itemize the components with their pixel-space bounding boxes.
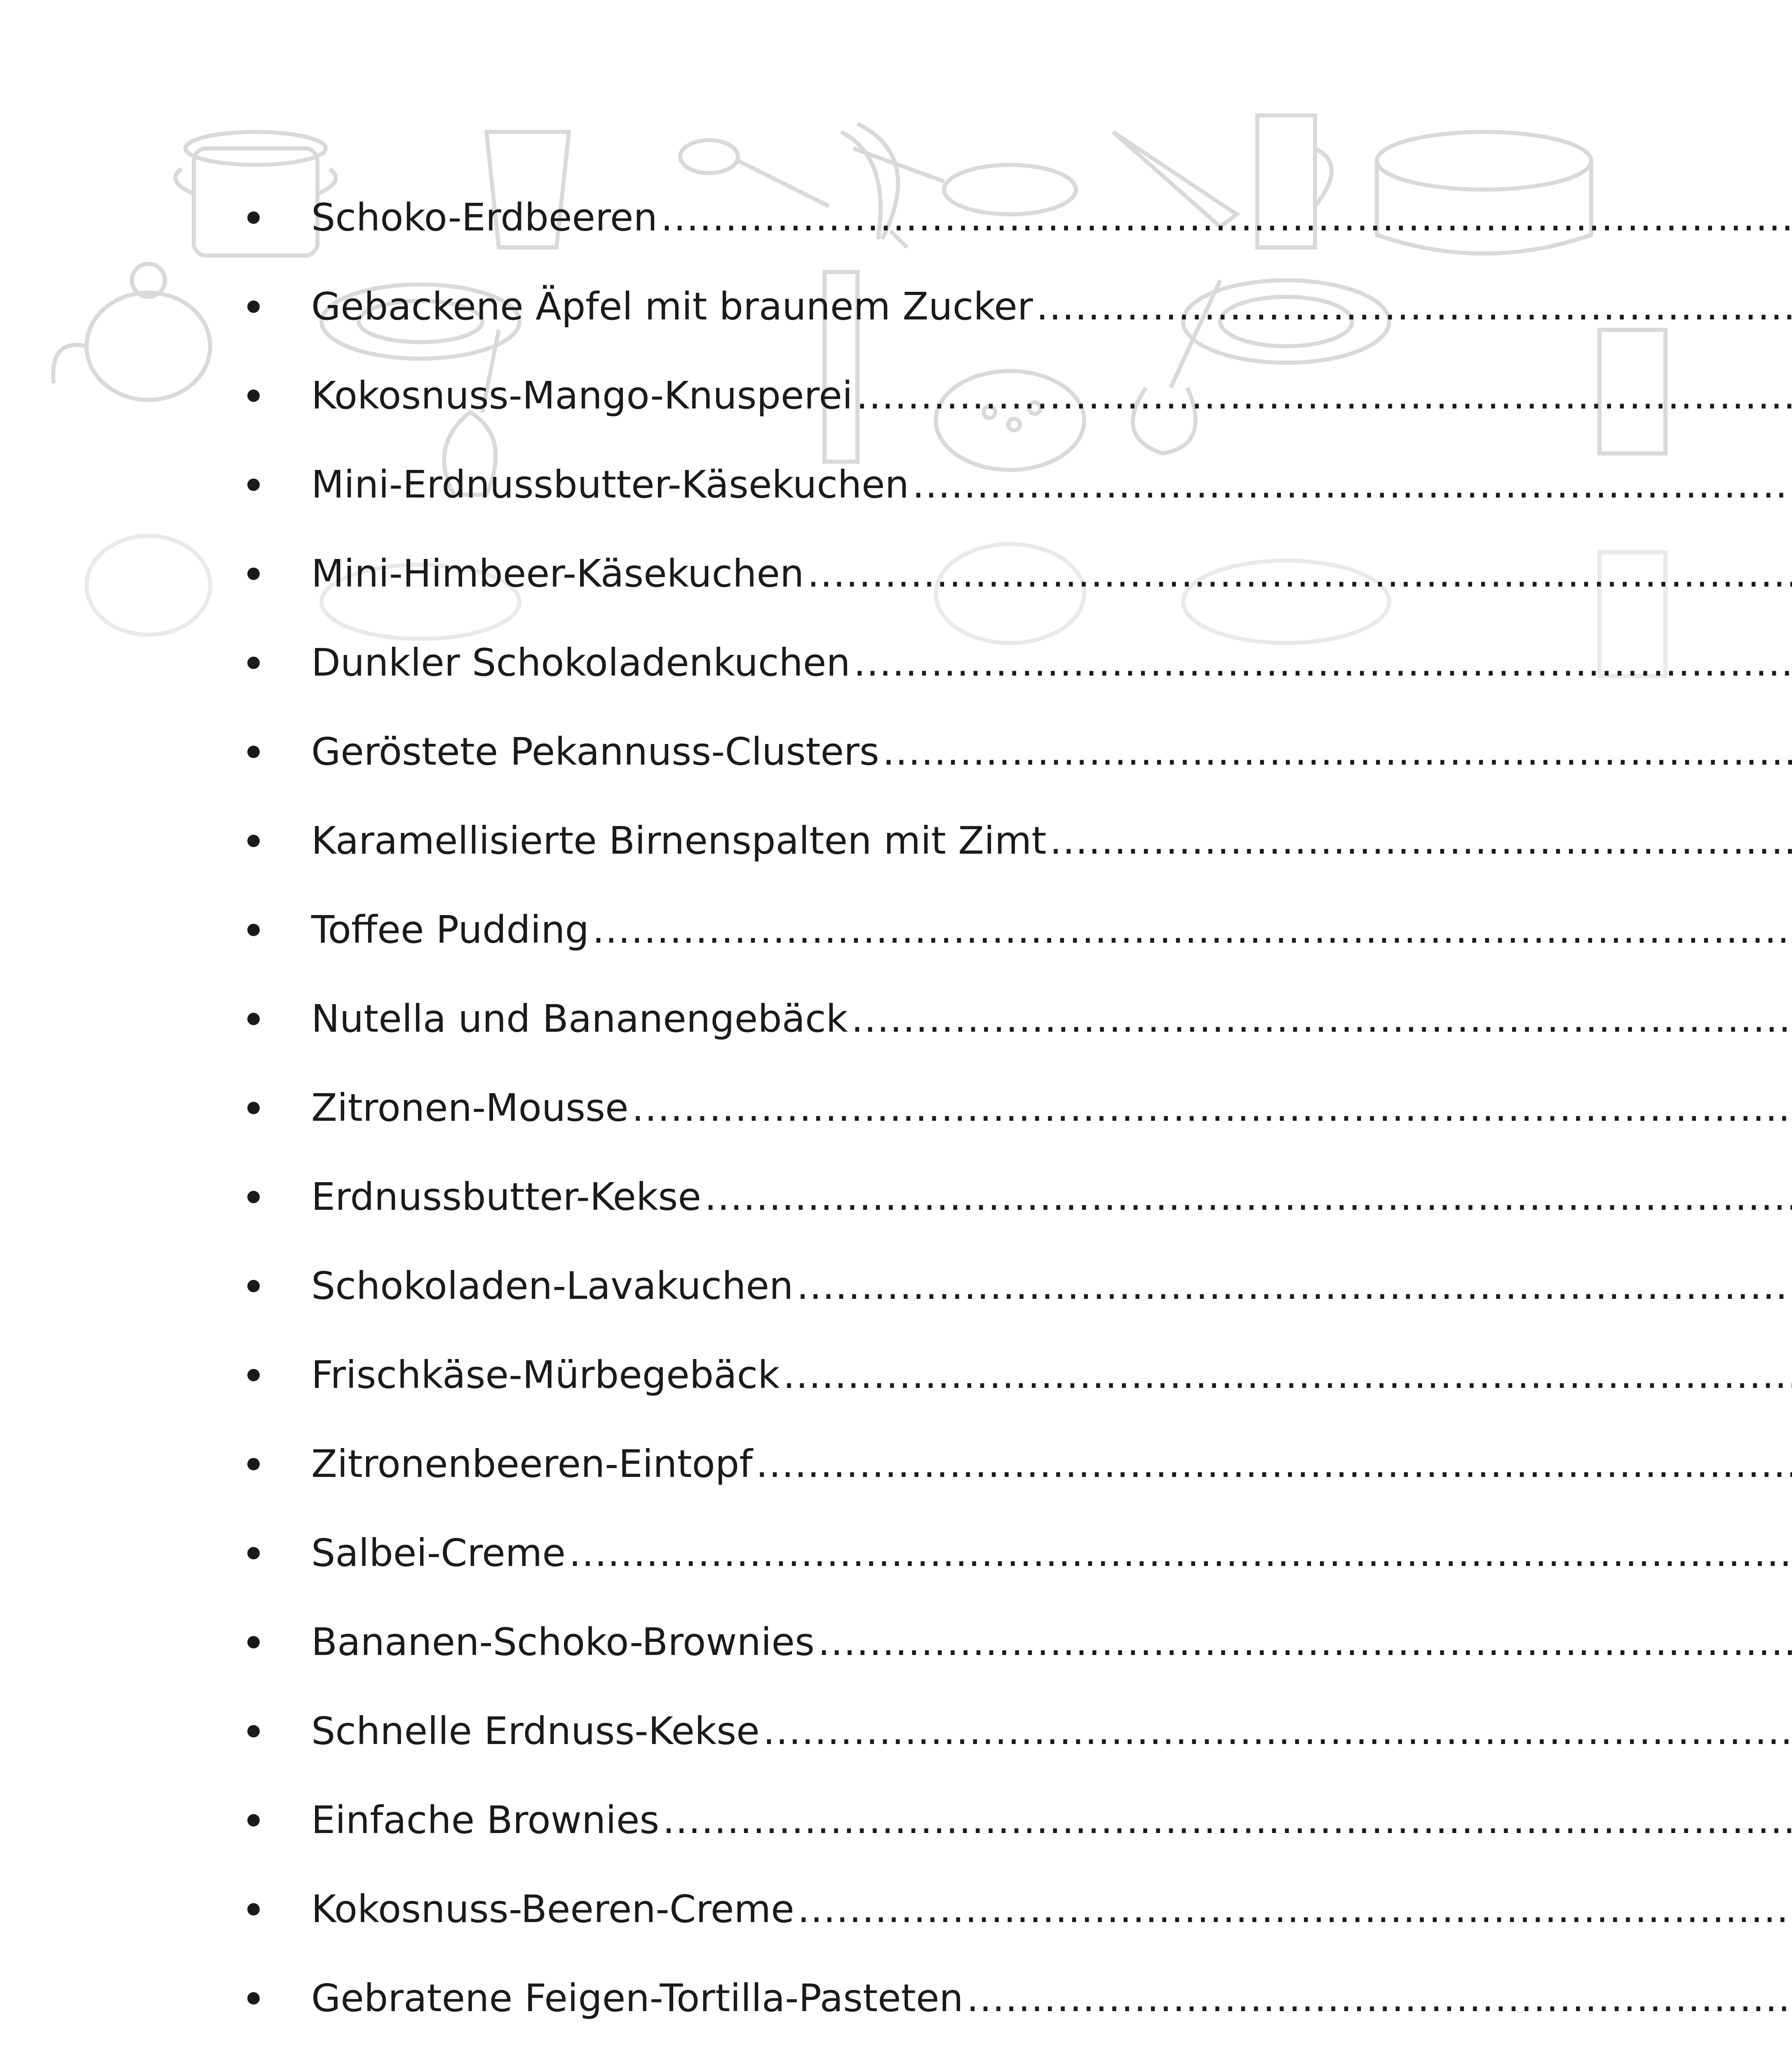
toc-entry-line (311, 462, 1792, 507)
dot-leader (756, 1445, 1792, 1483)
dot-leader (796, 1267, 1792, 1305)
toc-entry[interactable] (231, 974, 1587, 1063)
bullet-icon (247, 479, 260, 491)
toc-entry[interactable] (231, 796, 1587, 885)
toc-entry-title: Schnelle Erdnuss-Kekse (311, 1709, 760, 1753)
toc-entry-line (311, 1976, 1792, 2020)
toc-entry-title: Dunkler Schokoladenkuchen (311, 641, 850, 685)
bullet-icon (247, 211, 260, 224)
toc-entry-line (311, 1531, 1792, 1575)
bullet-icon (247, 1458, 260, 1470)
bullet-icon (247, 746, 260, 758)
toc-entry[interactable] (231, 1420, 1587, 1509)
toc-entry[interactable] (231, 1776, 1587, 1865)
dot-leader (851, 1000, 1792, 1038)
toc-entry[interactable] (231, 1509, 1587, 1598)
toc-entry-title: Salbei-Creme (311, 1531, 566, 1575)
toc-entry-line (311, 195, 1792, 239)
bullet-icon (247, 1013, 260, 1025)
bullet-icon (247, 1992, 260, 2005)
bullet-icon (247, 1547, 260, 1559)
dot-leader (856, 377, 1792, 415)
bullet-icon (247, 1191, 260, 1203)
bullet-icon (247, 390, 260, 402)
toc-entry-line (311, 1887, 1792, 1931)
bullet-icon (247, 1814, 260, 1826)
toc-entry-line (311, 1709, 1792, 1753)
toc-entry-line (311, 1086, 1792, 1130)
bullet-icon (247, 1102, 260, 1114)
dot-leader (798, 1890, 1792, 1928)
toc-entry[interactable] (231, 1687, 1587, 1776)
bullet-icon (247, 924, 260, 936)
toc-entry[interactable] (231, 885, 1587, 974)
toc-entry-title: Toffee Pudding (311, 908, 589, 952)
toc-entry[interactable] (231, 1865, 1587, 1954)
toc-entry[interactable] (231, 1242, 1587, 1331)
toc-entry-line (311, 819, 1792, 863)
toc-entry[interactable] (231, 173, 1587, 262)
toc-entry-line (311, 373, 1792, 418)
dot-leader (569, 1534, 1792, 1572)
toc-entry-line (311, 284, 1792, 329)
bullet-icon (247, 568, 260, 580)
toc-entry-line (311, 1353, 1792, 1397)
toc-entry[interactable] (231, 440, 1587, 529)
bullet-icon (247, 1636, 260, 1648)
bullet-icon (247, 657, 260, 669)
toc-entry-line (311, 1798, 1792, 1842)
dot-leader (632, 1089, 1792, 1127)
toc-entry-title: Gebackene Äpfel mit braunem Zucker (311, 284, 1033, 329)
toc-entry-title: Schoko-Erdbeeren (311, 195, 658, 239)
toc-entry-line (311, 1175, 1792, 1219)
toc-entry-line (311, 997, 1792, 1041)
toc-entry[interactable] (231, 1153, 1587, 1242)
toc-entry-line (311, 1620, 1792, 1664)
toc-entry-title: Einfache Brownies (311, 1798, 660, 1842)
toc-entry-title: Geröstete Pekannuss-Clusters (311, 730, 879, 774)
dot-leader (912, 466, 1792, 504)
bullet-icon (247, 1369, 260, 1381)
table-of-contents (231, 173, 1587, 2061)
dot-leader (661, 199, 1792, 237)
toc-entry[interactable] (231, 1331, 1587, 1420)
toc-entry[interactable] (231, 618, 1587, 707)
toc-entry[interactable] (231, 351, 1587, 440)
toc-entry[interactable] (231, 2043, 1587, 2061)
bullet-icon (247, 300, 260, 313)
toc-entry-title: Bananen-Schoko-Brownies (311, 1620, 815, 1664)
dot-leader (854, 644, 1792, 682)
dot-leader (1050, 822, 1792, 860)
dot-leader (967, 1979, 1792, 2017)
toc-entry-title: Gebratene Feigen-Tortilla-Pasteten (311, 1976, 963, 2020)
dot-leader (783, 1356, 1792, 1394)
toc-entry-title: Erdnussbutter-Kekse (311, 1175, 701, 1219)
toc-entry[interactable] (231, 262, 1587, 351)
dot-leader (1036, 288, 1792, 326)
bullet-icon (247, 1725, 260, 1737)
toc-entry-title: Schokoladen-Lavakuchen (311, 1264, 794, 1308)
dot-leader (662, 1801, 1792, 1839)
toc-entry-title: Frischkäse-Mürbegebäck (311, 1353, 780, 1397)
toc-entry-line (311, 730, 1792, 774)
toc-entry-title: Mini-Himbeer-Käsekuchen (311, 552, 804, 596)
toc-entry-title: Karamellisierte Birnenspalten mit Zimt (311, 819, 1047, 863)
dot-leader (807, 555, 1792, 593)
teapot-icon (53, 264, 210, 400)
dot-leader (705, 1178, 1792, 1216)
dot-leader (818, 1623, 1792, 1661)
toc-entry[interactable] (231, 707, 1587, 796)
toc-entry-title: Mini-Erdnussbutter-Käsekuchen (311, 462, 909, 507)
toc-entry-line (311, 1442, 1792, 1486)
dot-leader (883, 733, 1792, 771)
toc-entry-title: Nutella und Bananengebäck (311, 997, 848, 1041)
toc-entry-line (311, 1264, 1792, 1308)
toc-entry[interactable] (231, 1063, 1587, 1153)
toc-entry-line (311, 641, 1792, 685)
toc-entry-line (311, 908, 1792, 952)
toc-entry-title: Kokosnuss-Beeren-Creme (311, 1887, 794, 1931)
toc-entry[interactable] (231, 1954, 1587, 2043)
toc-entry-title: Zitronenbeeren-Eintopf (311, 1442, 753, 1486)
toc-entry[interactable] (231, 529, 1587, 618)
dot-leader (763, 1712, 1792, 1750)
toc-entry[interactable] (231, 1598, 1587, 1687)
bullet-icon (247, 1280, 260, 1292)
bullet-icon (247, 1903, 260, 1915)
toc-entry-line (311, 552, 1792, 596)
toc-entry-title: Kokosnuss-Mango-Knusperei (311, 373, 853, 418)
dot-leader (592, 911, 1792, 949)
bullet-icon (247, 835, 260, 847)
toc-entry-title: Zitronen-Mousse (311, 1086, 629, 1130)
